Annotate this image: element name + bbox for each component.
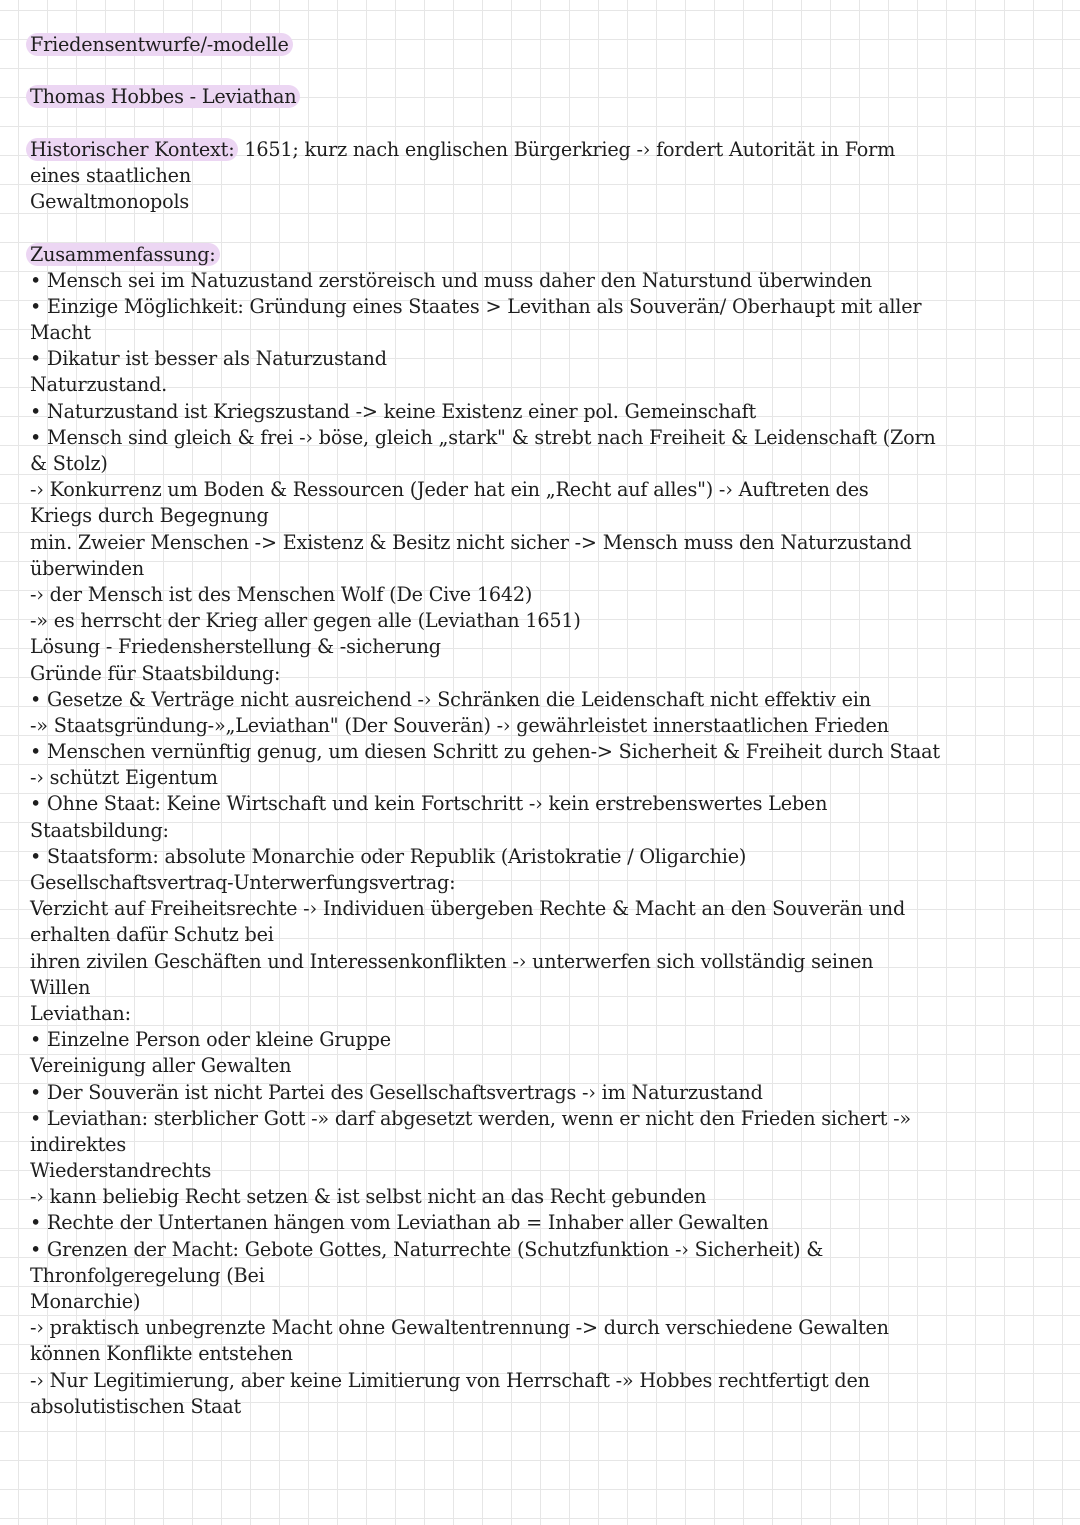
text-line <box>30 634 940 660</box>
line-text: -› schützt Eigentum <box>30 766 218 790</box>
line-text: -› Konkurrenz um Boden & Ressourcen (Jeder hat ein „Recht auf alles") -› Auftreten des <box>30 478 869 502</box>
line-text: Verzicht auf Freiheitsrechte -› Individuen übergeben Rechte & Macht an den Souverän und <box>30 897 906 921</box>
highlighted-heading: Zusammenfassung: <box>26 243 220 266</box>
highlighted-heading: Historischer Kontext: <box>26 138 238 161</box>
text-line <box>30 1394 940 1420</box>
text-line <box>30 661 940 687</box>
line-text: ihren zivilen Geschäften und Interessenkonflikten -› unterwerfen sich vollständig seinen <box>30 949 874 973</box>
text-line <box>30 1053 940 1079</box>
line-text: • Gesetze & Verträge nicht ausreichend -› Schränken die Leidenschaft nicht effektiv ein <box>30 687 871 711</box>
text-line <box>30 713 940 739</box>
text-line <box>30 1368 940 1394</box>
line-text: Lösung - Friedensherstellung & -sicherung <box>30 635 441 659</box>
line-text: • Der Souverän ist nicht Partei des Gesellschaftsvertrags -› im Naturzustand <box>30 1080 763 1104</box>
text-line <box>30 399 940 425</box>
text-line <box>30 451 940 477</box>
line-text: • Leviathan: sterblicher Gott -» darf abgesetzt werden, wenn er nicht den Frieden sichert -» <box>30 1106 911 1130</box>
line-text: min. Zweier Menschen -> Existenz & Besitz nicht sicher -> Mensch muss den Naturzustand <box>30 530 912 554</box>
line-text: -» Staatsgründung-»„Leviathan" (Der Souverän) -› gewährleistet innerstaatlichen Frieden <box>30 713 889 737</box>
line-text: • Mensch sind gleich & frei -› böse, gleich „stark" & strebt nach Freiheit & Leidenschaft (Zorn <box>30 425 936 449</box>
highlighted-heading: Thomas Hobbes - Leviathan <box>26 85 300 108</box>
text-line <box>30 791 940 817</box>
text-line <box>30 503 940 529</box>
line-text: absolutistischen Staat <box>30 1394 241 1418</box>
text-line <box>30 425 940 451</box>
text-line <box>30 975 940 1001</box>
line-text: -› der Mensch ist des Menschen Wolf (De Cive 1642) <box>30 582 533 606</box>
line-text: & Stolz) <box>30 452 108 475</box>
heading-line <box>30 137 940 163</box>
line-text: • Einzelne Person oder kleine Gruppe <box>30 1028 391 1052</box>
line-text: Thronfolgeregelung (Bei <box>30 1263 265 1287</box>
line-text: • Mensch sei im Natuzustand zerstöreisch und muss daher den Naturstund überwinden <box>30 268 872 292</box>
text-line <box>30 1315 940 1341</box>
line-text: • Grenzen der Macht: Gebote Gottes, Naturrechte (Schutzfunktion -› Sicherheit) & <box>30 1237 824 1261</box>
text-line <box>30 1289 940 1315</box>
text-line <box>30 949 940 975</box>
text-line <box>30 372 940 398</box>
text-line <box>30 896 940 922</box>
text-line <box>30 818 940 844</box>
text-line <box>30 1106 940 1132</box>
line-text: Wiederstandrechts <box>30 1159 212 1183</box>
line-text: -› praktisch unbegrenzte Macht ohne Gewaltentrennung -> durch verschiedene Gewalten <box>30 1316 889 1340</box>
text-line <box>30 739 940 765</box>
line-text: Gründe für Staatsbildung: <box>30 661 281 685</box>
text-line <box>30 1263 940 1289</box>
line-text: • Ohne Staat: Keine Wirtschaft und kein Fortschritt -› kein erstrebenswertes Leben <box>30 792 828 816</box>
text-line <box>30 1210 940 1236</box>
line-text: überwinden <box>30 556 145 580</box>
line-text: • Naturzustand ist Kriegszustand -> keine Existenz einer pol. Gemeinschaft <box>30 399 757 423</box>
line-text: • Rechte der Untertanen hängen vom Leviathan ab = Inhaber aller Gewalten <box>30 1211 769 1235</box>
text-line <box>30 294 940 320</box>
line-text: erhalten dafür Schutz bei <box>30 923 274 947</box>
text-line <box>30 608 940 634</box>
line-text: Kriegs durch Begegnung <box>30 504 269 528</box>
text-line <box>30 530 940 556</box>
text-line <box>30 1237 940 1263</box>
line-text: Gewaltmonopols <box>30 190 190 214</box>
text-line <box>30 268 940 294</box>
line-text: -» es herrscht der Krieg aller gegen alle (Leviathan 1651) <box>30 609 581 633</box>
text-line <box>30 1027 940 1053</box>
line-text: -› Nur Legitimierung, aber keine Limitierung von Herrschaft -» Hobbes rechtfertigt den <box>30 1368 870 1392</box>
text-line <box>30 1184 940 1210</box>
text-line <box>30 687 940 713</box>
line-text: Staatsbildung: <box>30 818 169 842</box>
text-line <box>30 189 940 215</box>
heading-line <box>30 84 940 110</box>
line-text: 1651; kurz nach englischen Bürgerkrieg -› fordert Autorität in Form <box>238 137 896 161</box>
text-line <box>30 346 940 372</box>
line-text: Macht <box>30 321 91 345</box>
line-text: -› kann beliebig Recht setzen & ist selbst nicht an das Recht gebunden <box>30 1185 707 1209</box>
line-text: Vereinigung aller Gewalten <box>30 1054 292 1078</box>
line-text: • Dikatur ist besser als Naturzustand <box>30 347 387 371</box>
text-line <box>30 1001 940 1027</box>
text-line <box>30 1132 940 1158</box>
text-line <box>30 922 940 948</box>
blank-line <box>30 111 940 137</box>
text-line <box>30 582 940 608</box>
text-line <box>30 844 940 870</box>
blank-line <box>30 215 940 241</box>
text-line <box>30 765 940 791</box>
line-text: • Menschen vernünftig genug, um diesen Schritt zu gehen-> Sicherheit & Freiheit durch Staat <box>30 740 940 764</box>
text-line <box>30 477 940 503</box>
line-text: • Staatsform: absolute Monarchie oder Republik (Aristokratie / Oligarchie) <box>30 844 747 868</box>
text-line <box>30 320 940 346</box>
text-line <box>30 163 940 189</box>
line-text: Monarchie) <box>30 1290 141 1313</box>
blank-line <box>30 58 940 84</box>
line-text: Leviathan: <box>30 1001 131 1025</box>
text-line <box>30 1158 940 1184</box>
text-line <box>30 1341 940 1367</box>
line-text: eines staatlichen <box>30 163 191 187</box>
line-text: Willen <box>30 975 91 999</box>
heading-line <box>30 242 940 268</box>
line-text: • Einzige Möglichkeit: Gründung eines Staates > Levithan als Souverän/ Oberhaupt mit aller <box>30 294 922 318</box>
line-text: können Konflikte entstehen <box>30 1342 293 1366</box>
line-text: indirektes <box>30 1132 126 1156</box>
text-line <box>30 1080 940 1106</box>
line-text: Gesellschaftsvertraq-Unterwerfungsvertrag: <box>30 871 456 894</box>
text-line <box>30 556 940 582</box>
text-line <box>30 870 940 896</box>
heading-line <box>30 32 940 58</box>
note-document <box>30 32 940 1420</box>
line-text: Naturzustand. <box>30 373 168 397</box>
highlighted-heading: Friedensentwurfe/-modelle <box>26 33 293 56</box>
